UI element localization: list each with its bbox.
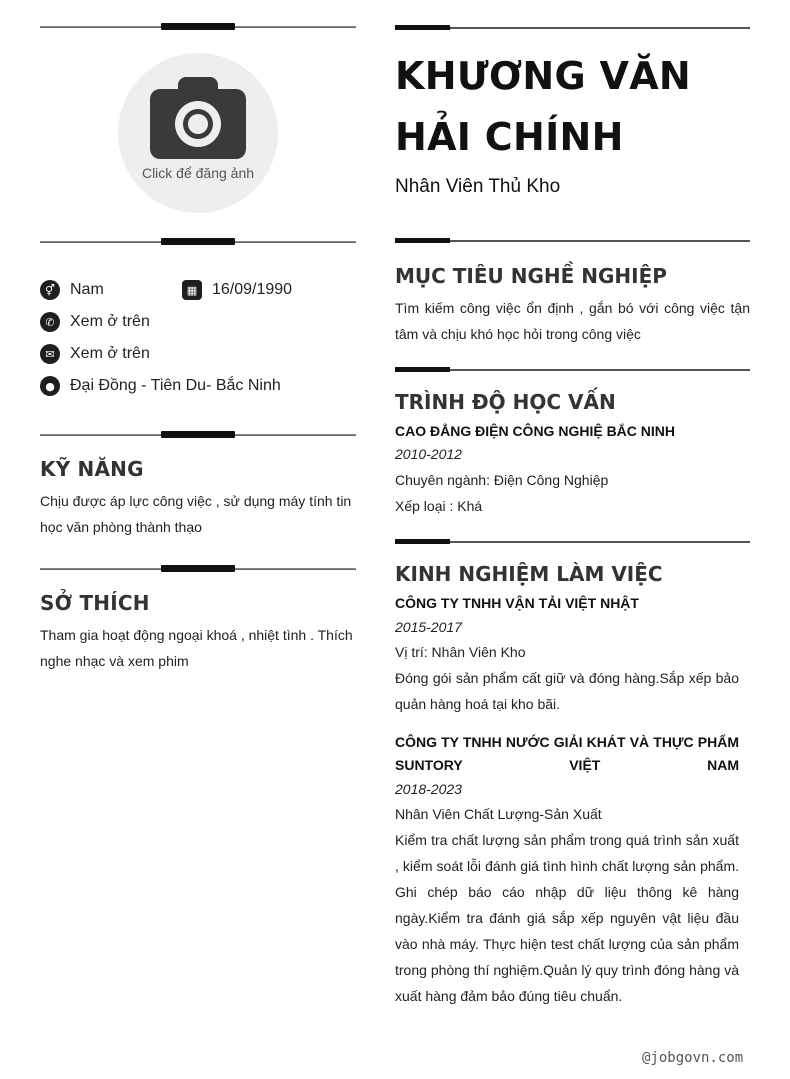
divider: [40, 431, 356, 439]
gender-value: Nam: [70, 281, 104, 298]
education-grade: Xếp loại : Khá: [395, 498, 483, 514]
gender-row: [40, 279, 104, 301]
job-description: Đóng gói sản phẩm cất giữ và đóng hàng.Sắp xếp bảo quản hàng hoá tại kho bãi.: [395, 670, 739, 712]
watermark: @jobgovn.com: [642, 1050, 744, 1066]
school-name: CAO ĐẲNG ĐIỆN CÔNG NGHIỆ BẮC NINH: [395, 423, 676, 439]
skills-heading: KỸ NĂNG: [40, 457, 144, 481]
gender-icon: ⚥: [40, 280, 60, 300]
company-name: CÔNG TY TNHH NƯỚC GIẢI KHÁT VÀ THỰC PHẨM SUNTORY VIỆT NAM: [395, 734, 739, 773]
objective-heading: MỤC TIÊU NGHỀ NGHIỆP: [395, 264, 667, 288]
job-period: 2015-2017: [395, 619, 462, 635]
calendar-icon: ▦: [182, 280, 202, 300]
address-value: Đại Đồng - Tiên Du- Bắc Ninh: [70, 377, 281, 394]
location-pin-icon: ●: [40, 376, 60, 396]
divider: [395, 367, 750, 373]
divider: [395, 25, 750, 31]
hobbies-text: Tham gia hoạt động ngoại khoá , nhiệt tình . Thích nghe nhạc và xem phim: [40, 627, 353, 669]
email-row: [40, 343, 150, 365]
avatar-upload-label: Click để đăng ảnh: [141, 165, 255, 181]
company-name: CÔNG TY TNHH VẬN TẢI VIỆT NHẬT: [395, 595, 639, 611]
objective-text: Tìm kiếm công việc ổn định , gắn bó với công việc tận tâm và chịu khó học hỏi trong công việc: [395, 300, 750, 342]
envelope-icon: ✉: [40, 344, 60, 364]
birthday-row: [182, 279, 292, 301]
divider: [395, 539, 750, 545]
divider: [40, 238, 356, 246]
job-description: Kiểm tra chất lượng sản phẩm trong quá trình sản xuất , kiểm soát lỗi đánh giá tình hình chất lượng sản phẩm. Ghi chép báo cáo nhập dữ liệu thông kê hàng ngày.Kiểm tra đánh giá sắp xếp nguyên vật liệu đầu vào nhà máy. Thực hiện test chất lượng của sản phẩm trong phòng thí nghiệm.Quản lý quy trình đóng hàng và xuất hàng đảm bảo đúng tiêu chuẩn.: [395, 832, 739, 1004]
education-period: 2010-2012: [395, 446, 462, 462]
avatar-upload[interactable]: [118, 53, 278, 213]
address-row: [40, 375, 281, 397]
birthday-value: 16/09/1990: [212, 281, 293, 298]
divider: [395, 238, 750, 244]
education-major: Chuyên ngành: Điện Công Nghiệp: [395, 472, 609, 488]
candidate-name: KHƯƠNG VĂN HẢI CHÍNH: [395, 54, 692, 159]
divider: [40, 23, 356, 31]
experience-heading: KINH NGHIỆM LÀM VIỆC: [395, 562, 663, 586]
divider: [40, 565, 356, 573]
phone-row: [40, 311, 150, 333]
education-heading: TRÌNH ĐỘ HỌC VẤN: [395, 390, 616, 414]
job-position: Vị trí: Nhân Viên Kho: [395, 644, 526, 660]
job-period: 2018-2023: [395, 781, 462, 797]
job-position: Nhân Viên Chất Lượng-Sản Xuất: [395, 806, 602, 822]
phone-icon: ✆: [40, 312, 60, 332]
phone-value: Xem ở trên: [70, 313, 150, 330]
skills-text: Chịu được áp lực công việc , sử dụng máy tính tin học văn phòng thành thạo: [40, 493, 352, 535]
email-value: Xem ở trên: [70, 345, 150, 362]
hobbies-heading: SỞ THÍCH: [40, 591, 150, 615]
job-title: Nhân Viên Thủ Kho: [395, 176, 561, 197]
